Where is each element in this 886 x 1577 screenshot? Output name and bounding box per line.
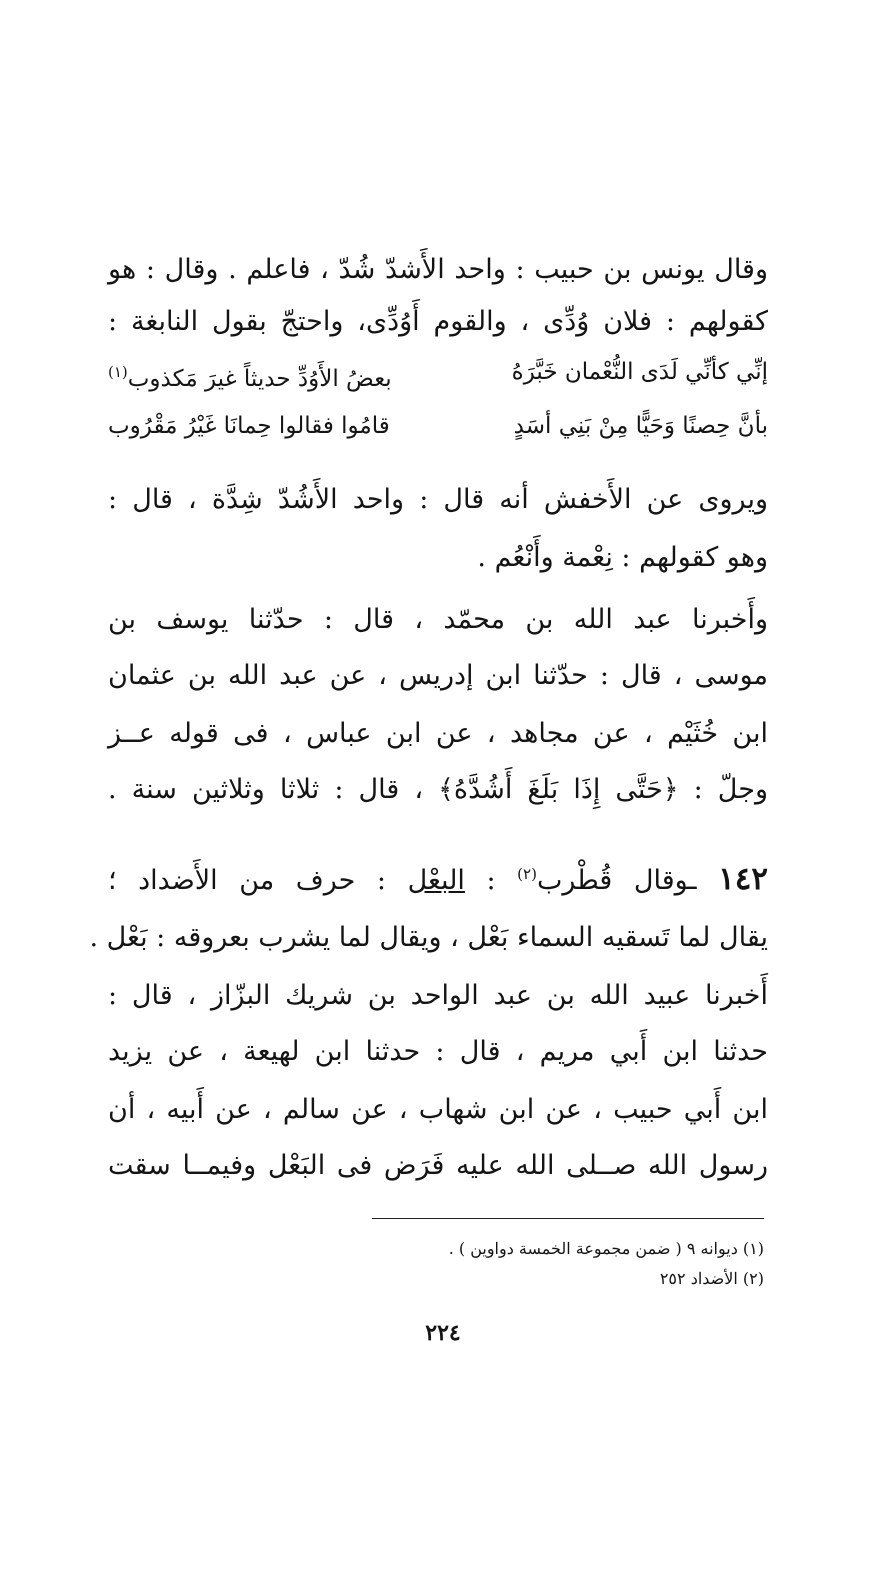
text-line: ويروى عن الأَخفش أنه قال : واحد الأَشُدّ شِدَّة ، قال : bbox=[108, 484, 768, 515]
verse-line bbox=[108, 406, 768, 446]
text-line: رسول الله صــلى الله عليه فَرَض فى البَعْل وفيمــا سقت bbox=[108, 1150, 768, 1181]
verse-second-hemistich: قامُوا فقالوا حِمانَا غَيْرُ مَقْرُوب bbox=[108, 413, 390, 439]
text-line: حدثنا ابن أَبي مريم ، قال : حدثنا ابن لهيعة ، عن يزيد bbox=[108, 1036, 768, 1067]
text-line: يقال لما تَسقيه السماء بَعْل ، ويقال لما يشرب بعروقه : بَعْل . bbox=[89, 922, 768, 953]
text-line: موسى ، قال : حدّثنا ابن إدريس ، عن عبد الله بن عثمان bbox=[108, 660, 768, 691]
footnote: (١) ديوانه ٩ ( ضمن مجموعة الخمسة دواوين ) . bbox=[448, 1239, 764, 1258]
text-line: وأَخبرنا عبد الله بن محمّد ، قال : حدّثنا يوسف بن bbox=[108, 604, 768, 635]
text-line: ابن خُثَيْم ، عن مجاهد ، عن ابن عباس ، فى قوله عــز bbox=[108, 718, 768, 749]
footnote-divider bbox=[372, 1218, 764, 1219]
text-line: أَخبرنا عبيد الله بن عبد الواحد بن شريك البزّاز ، قال : bbox=[108, 980, 768, 1011]
footnote-ref: (١) bbox=[108, 363, 128, 381]
text-line: ابن أَبي حبيب ، عن ابن شهاب ، عن سالم ، عن أَبيه ، أن bbox=[108, 1094, 768, 1125]
verse-first-hemistich: بأنَّ حِصنًا وَحَيًّا مِنْ بَنِي أسَدٍ bbox=[513, 413, 768, 439]
text-line: كقولهم : فلان وُدِّى ، والقوم أَوُدِّى، واحتجّ بقول النابغة : bbox=[108, 306, 768, 337]
entry-heading-line bbox=[108, 852, 768, 903]
text-line: وهو كقولهم : نِعْمة وأَنْعُم . bbox=[477, 542, 768, 573]
verse-first-hemistich: إنِّي كأنِّي لَدَى النُّعْمان خَبَّرَهُ bbox=[511, 359, 768, 385]
footnote-ref: (٢) bbox=[517, 865, 537, 883]
page-number: ٢٢٤ bbox=[425, 1320, 461, 1346]
entry-colon: : bbox=[486, 865, 496, 896]
entry-lead: ـوقال قُطْرب bbox=[536, 865, 697, 896]
verse-text: بعضُ الأَوُدِّ حديثاً غيرَ مَكذوب bbox=[127, 365, 392, 392]
entry-number: ١٤٢ bbox=[718, 861, 769, 897]
verse-line bbox=[108, 352, 768, 399]
footnote: (٢) الأضداد ٢٥٢ bbox=[659, 1269, 764, 1288]
text-line: وجلّ : ﴿حَتَّى إِذَا بَلَغَ أَشُدَّهُ﴾ ، قال : ثلاثا وثلاثين سنة . bbox=[108, 774, 768, 805]
entry-rest: : حرف من الأَضداد ؛ bbox=[108, 865, 387, 896]
text-line: وقال يونس بن حبيب : واحد الأَشدّ شُدّ ، فاعلم . وقال : هو bbox=[108, 254, 768, 285]
entry-headword: البعْل bbox=[407, 865, 465, 896]
verse-second-hemistich bbox=[108, 352, 392, 399]
